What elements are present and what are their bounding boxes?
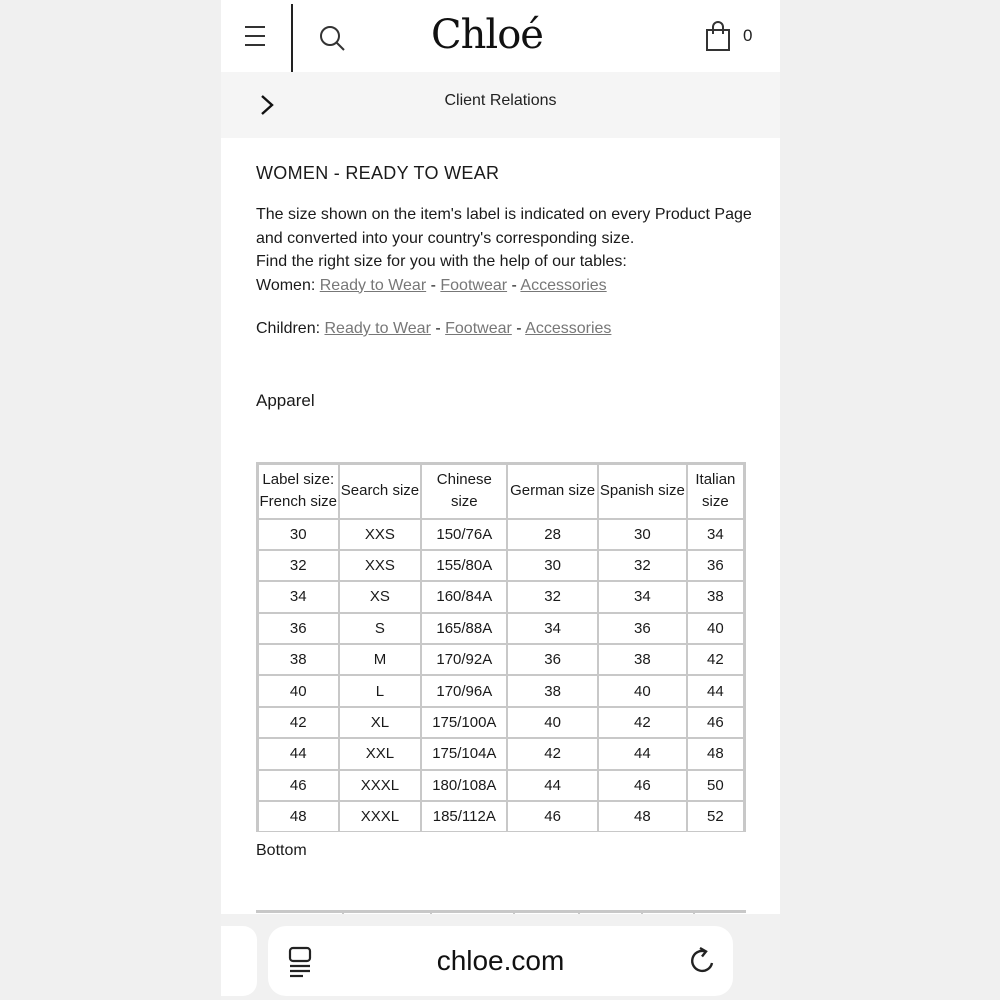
link-women-footwear[interactable]: Footwear (440, 276, 508, 294)
intro-text (256, 203, 756, 297)
intro-line: The size shown on the item's label is indicated on every Product Page (256, 206, 752, 223)
phone-viewport (221, 0, 780, 1000)
table-cell: 36 (598, 613, 687, 644)
table-cell: M (339, 644, 422, 675)
table-cell: 30 (258, 519, 339, 550)
table-cell: 165/88A (421, 613, 507, 644)
link-separator: - (426, 276, 441, 294)
link-separator: - (511, 320, 526, 337)
table-cell: 48 (598, 801, 687, 832)
intro-line: Find the right size for you with the help of our tables: (256, 253, 627, 270)
search-icon[interactable] (318, 24, 346, 52)
table-cell: 40 (598, 675, 687, 706)
table-row (258, 675, 745, 706)
women-label: Women: (256, 276, 320, 294)
table-cell: 30 (507, 550, 598, 581)
table-cell: 28 (507, 519, 598, 550)
table-cell: XXXL (339, 801, 422, 832)
table-row (258, 613, 745, 644)
table-cell: XXXL (339, 770, 422, 801)
table-row (258, 519, 745, 550)
browser-toolbar (221, 914, 780, 1000)
intro-line: and converted into your country's corresponding size. (256, 229, 635, 247)
table-cell: 36 (258, 613, 339, 644)
table-cell: 44 (507, 770, 598, 801)
link-separator: - (430, 320, 446, 337)
brand-logo[interactable]: Chloé (431, 12, 543, 58)
column-header: Italian size (687, 464, 745, 519)
table-cell: 46 (687, 707, 745, 738)
shopping-bag-icon[interactable] (704, 20, 732, 52)
apparel-title: Apparel (256, 391, 315, 410)
table-cell: 46 (507, 801, 598, 832)
table-cell: 40 (507, 707, 598, 738)
table-cell: 46 (258, 770, 339, 801)
url-text[interactable]: chloe.com (436, 945, 565, 976)
table-cell: 40 (258, 675, 339, 706)
table-cell: XS (339, 581, 422, 612)
table-row (258, 801, 745, 832)
table-cell: S (339, 613, 422, 644)
bag-count[interactable]: 0 (743, 26, 753, 45)
table-row (258, 550, 745, 581)
column-header: Spanish size (598, 464, 687, 519)
table-row (258, 707, 745, 738)
table-cell: 155/80A (421, 550, 507, 581)
table-cell: 150/76A (421, 519, 507, 550)
table-cell: 52 (687, 801, 745, 832)
table-cell: XXL (339, 738, 422, 769)
link-children-footwear[interactable]: Footwear (445, 320, 512, 337)
table-cell: 40 (687, 613, 745, 644)
table-cell: 32 (258, 550, 339, 581)
link-women-ready-to-wear[interactable]: Ready to Wear (319, 276, 427, 294)
table-cell: 48 (687, 738, 745, 769)
table-cell: 42 (258, 707, 339, 738)
column-header: German size (507, 464, 598, 519)
table-cell: 38 (598, 644, 687, 675)
table-cell: 42 (507, 738, 598, 769)
table-cell: 38 (687, 581, 745, 612)
table-cell: 185/112A (421, 801, 507, 832)
children-label: Children: (256, 320, 325, 337)
table-cell: 175/100A (421, 707, 507, 738)
table-row (258, 581, 745, 612)
client-relations-title: Client Relations (444, 92, 557, 109)
table-cell: 34 (258, 581, 339, 612)
table-cell: XL (339, 707, 422, 738)
hamburger-menu-icon[interactable] (243, 22, 267, 50)
table-cell: 34 (507, 613, 598, 644)
reload-icon[interactable] (688, 946, 718, 976)
table-cell: 48 (258, 801, 339, 832)
link-women-accessories[interactable]: Accessories (520, 276, 607, 294)
header-divider (291, 4, 293, 72)
table-cell: 36 (687, 550, 745, 581)
table-cell: 180/108A (421, 770, 507, 801)
table-cell: 44 (598, 738, 687, 769)
women-links-line (256, 274, 756, 298)
column-header: Search size (339, 464, 422, 519)
table-cell: 160/84A (421, 581, 507, 612)
table-cell: 46 (598, 770, 687, 801)
table-cell: 32 (598, 550, 687, 581)
client-relations-bar[interactable] (221, 72, 780, 138)
table-cell: 170/92A (421, 644, 507, 675)
link-children-ready-to-wear[interactable]: Ready to Wear (324, 320, 431, 337)
table-cell: L (339, 675, 422, 706)
table-cell: 170/96A (421, 675, 507, 706)
table-cell: XXS (339, 519, 422, 550)
table-cell: 34 (687, 519, 745, 550)
previous-tab-stub[interactable] (221, 926, 257, 996)
apparel-size-table-scroll[interactable] (256, 462, 746, 832)
table-cell: 44 (258, 738, 339, 769)
table-cell: 36 (507, 644, 598, 675)
table-cell: 30 (598, 519, 687, 550)
section-title: WOMEN - READY TO WEAR (256, 163, 500, 183)
apparel-size-table (256, 462, 746, 832)
table-row (258, 738, 745, 769)
table-cell: 32 (507, 581, 598, 612)
bottom-title: Bottom (256, 842, 307, 859)
table-cell: 42 (687, 644, 745, 675)
table-row (258, 644, 745, 675)
table-cell: 50 (687, 770, 745, 801)
table-cell: 175/104A (421, 738, 507, 769)
column-header: Label size: French size (258, 464, 339, 519)
address-bar[interactable] (268, 926, 733, 996)
link-separator: - (507, 276, 521, 294)
site-header (221, 0, 780, 72)
table-cell: 34 (598, 581, 687, 612)
table-row (258, 770, 745, 801)
table-cell: 38 (507, 675, 598, 706)
table-cell: XXS (339, 550, 422, 581)
table-cell: 42 (598, 707, 687, 738)
table-cell: 44 (687, 675, 745, 706)
table-body (258, 519, 745, 833)
column-header: Chinese size (421, 464, 507, 519)
link-children-accessories[interactable]: Accessories (525, 320, 612, 337)
table-header-row (258, 464, 745, 519)
table-cell: 38 (258, 644, 339, 675)
children-links-line (256, 320, 611, 338)
